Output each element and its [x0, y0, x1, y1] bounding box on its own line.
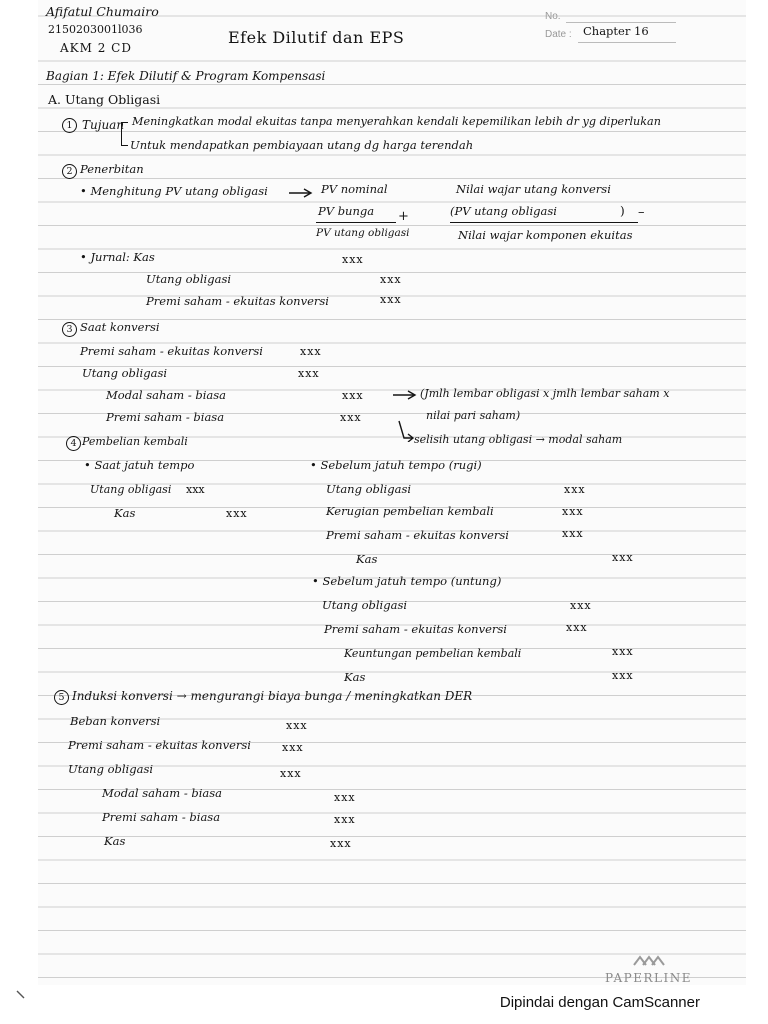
- untung-row-1: Utang obligasi: [322, 598, 408, 612]
- arrow-icon: [392, 390, 418, 400]
- item-number-1: 1: [62, 118, 77, 133]
- item-number-2: 2: [62, 164, 77, 179]
- student-name: Afifatul Chumairo: [46, 4, 159, 19]
- untung-row-2: Premi saham - ekuitas konversi: [324, 622, 507, 636]
- induksi-row-3: Utang obligasi: [68, 762, 154, 776]
- item-number-5: 5: [54, 690, 69, 705]
- rugi-row-2: Kerugian pembelian kembali: [326, 504, 494, 518]
- konversi-note-3: selisih utang obligasi → modal saham: [414, 433, 623, 446]
- section-heading: A. Utang Obligasi: [48, 92, 161, 107]
- pembelian-label: Pembelian kembali: [82, 435, 188, 448]
- penerbitan-label: Penerbitan: [80, 162, 144, 176]
- rugi-row-3-amount: xxx: [562, 527, 584, 540]
- paperline-logo-icon: [632, 953, 668, 967]
- induksi-row-2: Premi saham - ekuitas konversi: [68, 738, 251, 752]
- konversi-row-2-amount: xxx: [298, 367, 320, 380]
- induksi-row-2-amount: xxx: [282, 741, 304, 754]
- no-line: [566, 22, 676, 23]
- tujuan-line-2: Untuk mendapatkan pembiayaan utang dg harga terendah: [130, 138, 474, 152]
- konversi-note-1: (Jmlh lembar obligasi x jmlh lembar saham x: [420, 387, 670, 400]
- induksi-row-6-amount: xxx: [330, 837, 352, 850]
- paperline-brand: PAPERLINE: [605, 971, 692, 985]
- konversi-row-1: Premi saham - ekuitas konversi: [80, 344, 263, 358]
- saat-row-2: Kas: [114, 506, 136, 520]
- untung-label: • Sebelum jatuh tempo (untung): [312, 574, 502, 588]
- date-label: Date :: [545, 29, 572, 40]
- konversi-row-4-amount: xxx: [340, 411, 362, 424]
- date-line: [578, 42, 676, 43]
- konversi-label: Saat konversi: [80, 320, 160, 334]
- fair-value-pv: (PV utang obligasi: [450, 204, 557, 218]
- konversi-row-1-amount: xxx: [300, 345, 322, 358]
- journal-utang-amount: xxx: [380, 273, 402, 286]
- fair-value-equity: Nilai wajar komponen ekuitas: [458, 228, 633, 242]
- chapter-label: Chapter 16: [583, 24, 649, 38]
- induksi-row-3-amount: xxx: [280, 767, 302, 780]
- journal-label: • Jurnal: Kas: [80, 250, 155, 264]
- untung-row-4: Kas: [344, 670, 366, 684]
- fair-value-convertible: Nilai wajar utang konversi: [456, 182, 611, 196]
- untung-row-3-amount: xxx: [612, 645, 634, 658]
- plus-sign: +: [398, 209, 409, 224]
- arrow-icon: [288, 188, 314, 198]
- induksi-label: Induksi konversi → mengurangi biaya bunga / meningkatkan DER: [72, 689, 473, 703]
- saat-jatuh-tempo-label: • Saat jatuh tempo: [84, 458, 195, 472]
- saat-row-1-amount: xxx: [186, 483, 205, 496]
- rugi-row-1: Utang obligasi: [326, 482, 412, 496]
- minus-sign: –: [638, 205, 645, 220]
- paren-close: ): [620, 204, 625, 218]
- untung-row-1-amount: xxx: [570, 599, 592, 612]
- part-heading: Bagian 1: Efek Dilutif & Program Kompensasi: [46, 69, 326, 83]
- konversi-row-4: Premi saham - biasa: [106, 410, 225, 424]
- difference-line: [450, 222, 638, 223]
- konversi-note-2: nilai pari saham): [426, 409, 521, 422]
- rugi-label: • Sebelum jatuh tempo (rugi): [310, 458, 482, 472]
- pv-bunga: PV bunga: [318, 204, 375, 218]
- class-code: AKM 2 CD: [60, 41, 132, 55]
- rugi-row-2-amount: xxx: [562, 505, 584, 518]
- student-id: 2150203001l036: [48, 23, 143, 36]
- saat-row-2-amount: xxx: [226, 507, 248, 520]
- konversi-row-2: Utang obligasi: [82, 366, 168, 380]
- induksi-row-1: Beban konversi: [70, 714, 161, 728]
- rugi-row-1-amount: xxx: [564, 483, 586, 496]
- untung-row-2-amount: xxx: [566, 621, 588, 634]
- induksi-row-5-amount: xxx: [334, 813, 356, 826]
- pv-nominal: PV nominal: [321, 182, 388, 196]
- induksi-row-1-amount: xxx: [286, 719, 308, 732]
- journal-utang: Utang obligasi: [146, 272, 232, 286]
- tujuan-brace: [121, 122, 128, 146]
- konversi-row-3: Modal saham - biasa: [106, 388, 227, 402]
- konversi-row-3-amount: xxx: [342, 389, 364, 402]
- rugi-row-4: Kas: [356, 552, 378, 566]
- tujuan-label: Tujuan: [82, 118, 125, 132]
- pv-total: PV utang obligasi: [316, 227, 410, 239]
- tujuan-line-1: Meningkatkan modal ekuitas tanpa menyerahkan kendali kepemilikan lebih dr yg diperlukan: [132, 115, 661, 128]
- camscanner-footer: Dipindai dengan CamScanner: [499, 994, 700, 1011]
- induksi-row-6: Kas: [104, 834, 126, 848]
- rugi-row-4-amount: xxx: [612, 551, 634, 564]
- journal-premi: Premi saham - ekuitas konversi: [146, 294, 329, 308]
- rugi-row-3: Premi saham - ekuitas konversi: [326, 528, 509, 542]
- item-number-3: 3: [62, 322, 77, 337]
- induksi-row-4-amount: xxx: [334, 791, 356, 804]
- induksi-row-5: Premi saham - biasa: [102, 810, 221, 824]
- item-number-4: 4: [66, 436, 81, 451]
- no-label: No.: [545, 11, 561, 22]
- untung-row-4-amount: xxx: [612, 669, 634, 682]
- corner-mark-icon: [16, 990, 26, 1000]
- saat-row-1: Utang obligasi: [90, 483, 172, 496]
- induksi-row-4: Modal saham - biasa: [102, 786, 223, 800]
- journal-kas-amount: xxx: [342, 253, 364, 266]
- sum-line: [316, 222, 396, 223]
- page-title: Efek Dilutif dan EPS: [228, 28, 405, 47]
- untung-row-3: Keuntungan pembelian kembali: [344, 647, 522, 660]
- bent-arrow-icon: [396, 420, 416, 442]
- journal-premi-amount: xxx: [380, 293, 402, 306]
- pv-calc-label: • Menghitung PV utang obligasi: [80, 184, 268, 198]
